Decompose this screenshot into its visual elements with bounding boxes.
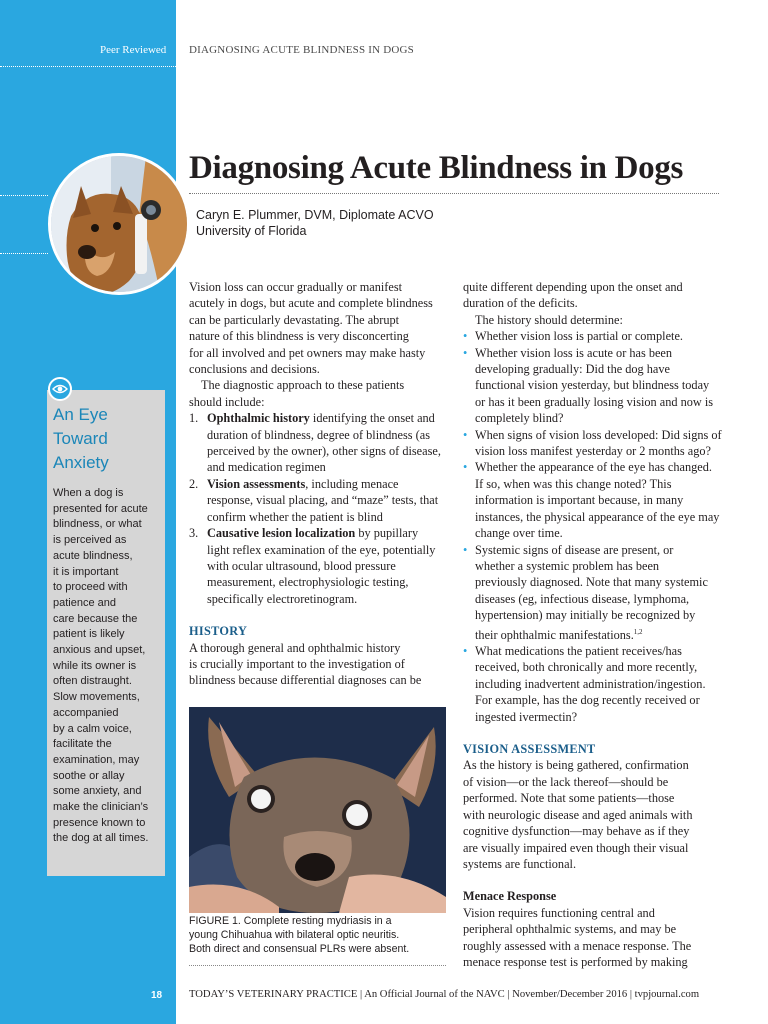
- item-text-line: confirm whether the patient is blind: [207, 509, 383, 524]
- bullet-text: diseases (eg, infectious disease, lymphoma,: [475, 591, 690, 606]
- vision-line: with neurologic disease and aged animals with: [463, 807, 693, 822]
- sidebar-body-line: acute blindness,: [53, 549, 133, 562]
- sidebar-title-line: Anxiety: [53, 453, 109, 472]
- vision-heading: VISION ASSESSMENT: [463, 742, 596, 757]
- item-text-line: with ocular ultrasound, blood pressure: [207, 558, 396, 573]
- header-rule: [0, 66, 176, 67]
- bullet-icon: •: [463, 644, 468, 659]
- sidebar-body-line: make the clinician’s: [53, 801, 149, 814]
- item-text-line: and medication regimen: [207, 460, 326, 475]
- bullet-line: [463, 427, 728, 443]
- bullet-line: [463, 709, 728, 725]
- dog-eye-exam-photo: [48, 153, 190, 295]
- bullet-text: previously diagnosed. Note that many systemic: [475, 575, 708, 590]
- bullet-line: [463, 542, 728, 558]
- dog-illustration: [51, 156, 190, 295]
- intro-line: acutely in dogs, but acute and complete blindness: [189, 296, 433, 311]
- sidebar-body-line: accompanied: [53, 706, 119, 719]
- section-label: Peer Reviewed: [100, 44, 167, 56]
- item-text-line: response, visual placing, and “maze” tests, that: [207, 493, 439, 508]
- bullet-line: [463, 624, 728, 644]
- sidebar-body-line: presence known to: [53, 816, 146, 829]
- sidebar-body-line: examination, may: [53, 753, 140, 766]
- vision-line: cognitive dysfunction—may behave as if they: [463, 824, 690, 839]
- item-number: 1.: [189, 411, 199, 426]
- approach-line: should include:: [189, 394, 265, 409]
- approach-line: The diagnostic approach to these patients: [201, 378, 405, 393]
- sidebar-body-line: is perceived as: [53, 534, 127, 547]
- bullet-line: [463, 328, 728, 344]
- numbered-item: [189, 410, 444, 426]
- bullet-line: [463, 361, 728, 377]
- bullet-text: Whether the appearance of the eye has changed.: [475, 460, 712, 475]
- photo-rule-bottom: [0, 253, 48, 254]
- bullet-line: [463, 525, 728, 541]
- item-term: Vision assessments: [207, 476, 306, 491]
- bullet-line: [463, 643, 728, 659]
- vision-line: performed. Note that some patients—those: [463, 791, 675, 806]
- bullet-text: Whether vision loss is acute or has been: [475, 345, 673, 360]
- item-text: , including menace: [305, 476, 399, 491]
- journal-name: TODAY’S VETERINARY PRACTICE: [189, 989, 358, 1000]
- journal-website: tvpjournal.com: [634, 989, 700, 1000]
- footer-separator: |: [507, 989, 510, 1000]
- bullet-icon: •: [463, 542, 468, 557]
- title-rule: [189, 193, 719, 194]
- bullet-icon: •: [463, 427, 468, 442]
- item-text-line: light reflex examination of the eye, potentially: [207, 542, 436, 557]
- bullet-line: [463, 459, 728, 475]
- vision-line: systems are functional.: [463, 856, 577, 871]
- bullet-text: Whether vision loss is partial or complete.: [475, 329, 683, 344]
- bullet-text: hypertension) may initially be recognized by: [475, 608, 696, 623]
- bullet-line: [463, 558, 728, 574]
- bullet-line: [463, 377, 728, 393]
- sidebar-body-line: patient is likely: [53, 628, 125, 641]
- bullet-text: their ophthalmic manifestations.: [475, 627, 634, 642]
- numbered-item: [189, 476, 444, 492]
- bullet-text: If so, when was this change noted? This: [475, 476, 672, 491]
- bullet-text: For example, has the dog recently received or: [475, 693, 700, 708]
- bullet-text: including inadvertent administration/ingestion.: [475, 676, 706, 691]
- sidebar-body-line: Slow movements,: [53, 691, 140, 704]
- sidebar-body: [53, 486, 165, 847]
- bullet-line: [463, 492, 728, 508]
- bullet-line: [463, 443, 728, 459]
- intro-line: Vision loss can occur gradually or manifest: [189, 280, 403, 294]
- column-1: [189, 279, 444, 689]
- numbered-item: [189, 525, 444, 541]
- item-text: by pupillary: [355, 526, 419, 541]
- bullet-line: [463, 676, 728, 692]
- issue-date: November/December 2016: [512, 989, 628, 1000]
- item-term: Causative lesion localization: [207, 526, 356, 541]
- bullet-line: [463, 345, 728, 361]
- caption-line: young Chihuahua with bilateral optic neuritis.: [189, 929, 400, 941]
- item-term: Ophthalmic history: [207, 411, 310, 426]
- bullet-line: [463, 476, 728, 492]
- bullet-text: What medications the patient receives/has: [475, 644, 682, 659]
- bullet-text: received, both chronically and more recently,: [475, 660, 698, 675]
- item-number: 3.: [189, 526, 199, 541]
- item-text-line: duration of blindness, degree of blindness (as: [207, 427, 431, 442]
- intro-line: nature of this blindness is very disconcerting: [189, 329, 409, 344]
- chihuahua-illustration: [189, 707, 446, 913]
- sidebar-body-line: by a calm voice,: [53, 722, 132, 735]
- bullet-line: [463, 574, 728, 590]
- menace-line: Vision requires functioning central and: [463, 905, 655, 920]
- footer-separator: |: [360, 989, 363, 1000]
- eye-icon-glyph: [50, 379, 70, 399]
- bullet-icon: •: [463, 345, 468, 360]
- continued-line: duration of the deficits.: [463, 296, 578, 311]
- figure-1-caption: [189, 914, 446, 956]
- bullet-text: vision loss manifest yesterday or 2 months ago?: [475, 444, 711, 459]
- bullet-line: [463, 692, 728, 708]
- sidebar-body-line: care because the: [53, 612, 138, 625]
- citation: 1,2: [633, 627, 643, 636]
- menace-line: peripheral ophthalmic systems, and may be: [463, 922, 677, 937]
- journal-affiliation: An Official Journal of the NAVC: [364, 989, 505, 1000]
- bullet-line: [463, 509, 728, 525]
- sidebar-body-line: patience and: [53, 596, 116, 609]
- bullet-text: information is important because, in many: [475, 493, 684, 508]
- item-text-line: measurement, electrophysiologic testing,: [207, 575, 409, 590]
- caption-line: FIGURE 1. Complete resting mydriasis in a: [189, 915, 392, 927]
- photo-rule-top: [0, 195, 48, 196]
- sidebar-body-line: the dog at all times.: [53, 832, 149, 845]
- eye-icon: [48, 377, 72, 401]
- sidebar-body-line: to proceed with: [53, 581, 128, 594]
- item-text-line: specifically electroretinogram.: [207, 591, 358, 606]
- menace-line: roughly assessed with a menace response. The: [463, 938, 692, 953]
- footer: [189, 989, 699, 1000]
- bullet-text: change over time.: [475, 526, 563, 541]
- bullet-text: ingested ivermectin?: [475, 709, 578, 724]
- bullet-line: [463, 659, 728, 675]
- bullet-text: functional vision yesterday, but blindness today: [475, 378, 710, 393]
- sidebar-body-line: some anxiety, and: [53, 785, 142, 798]
- item-text: identifying the onset and: [309, 411, 435, 426]
- column-2: [463, 279, 728, 970]
- menace-heading: Menace Response: [463, 889, 557, 904]
- intro-line: conclusions and decisions.: [189, 362, 320, 377]
- sidebar-body-line: When a dog is: [53, 487, 124, 499]
- bullet-text: When signs of vision loss developed: Did signs of: [475, 427, 722, 442]
- bullet-text: instances, the physical appearance of the eye may: [475, 509, 720, 524]
- history-line: is crucially important to the investigation of: [189, 656, 405, 671]
- caption-line: Both direct and consensual PLRs were absent.: [189, 943, 410, 955]
- bullet-icon: •: [463, 329, 468, 344]
- sidebar-body-line: anxious and upset,: [53, 644, 146, 657]
- bullet-text: developing gradually: Did the dog have: [475, 362, 670, 377]
- history-line: blindness because differential diagnoses can be: [189, 673, 422, 688]
- sidebar-body-line: facilitate the: [53, 738, 112, 751]
- footer-separator: |: [629, 989, 632, 1000]
- sidebar-body-line: soothe or allay: [53, 769, 125, 782]
- bullet-text: whether a systemic problem has been: [475, 558, 660, 573]
- caption-rule: [189, 965, 446, 966]
- bullet-line: [463, 591, 728, 607]
- menace-line: menace response test is performed by making: [463, 954, 688, 969]
- vision-line: As the history is being gathered, confirmation: [463, 758, 689, 773]
- sidebar-body-line: often distraught.: [53, 675, 132, 688]
- history-line: A thorough general and ophthalmic history: [189, 640, 401, 655]
- sidebar-body-line: while its owner is: [53, 659, 137, 672]
- sidebar-title-line: An Eye: [53, 405, 108, 424]
- bullet-line: [463, 410, 728, 426]
- bullet-text: Systemic signs of disease are present, or: [475, 542, 674, 557]
- figure-1-photo: [189, 707, 446, 913]
- author-name: Caryn E. Plummer, DVM, Diplomate ACVO: [196, 208, 434, 222]
- running-head: DIAGNOSING ACUTE BLINDNESS IN DOGS: [189, 44, 414, 56]
- sidebar-body-line: presented for acute: [53, 502, 148, 515]
- sidebar-title: [53, 403, 109, 475]
- vision-line: of vision—or the lack thereof—should be: [463, 774, 669, 789]
- bullet-text: or has it been gradually losing vision and now is: [475, 394, 714, 409]
- item-text-line: perceived by the owner), other signs of disease,: [207, 444, 441, 459]
- sidebar-title-line: Toward: [53, 429, 108, 448]
- page-number: 18: [151, 990, 163, 1001]
- sidebar-body-line: it is important: [53, 565, 119, 578]
- author-block: [196, 207, 434, 239]
- determine-line: The history should determine:: [475, 312, 623, 327]
- intro-line: for all involved and pet owners may make hasty: [189, 345, 426, 360]
- continued-line: quite different depending upon the onset and: [463, 280, 683, 294]
- intro-line: can be particularly devastating. The abrupt: [189, 312, 400, 327]
- bullet-line: [463, 394, 728, 410]
- vision-line: are visually impaired even though their visual: [463, 840, 689, 855]
- sidebar-body-line: blindness, or what: [53, 518, 142, 531]
- history-heading: HISTORY: [189, 624, 248, 639]
- article-title: Diagnosing Acute Blindness in Dogs: [189, 150, 684, 186]
- bullet-icon: •: [463, 460, 468, 475]
- author-affiliation: University of Florida: [196, 224, 307, 238]
- bullet-line: [463, 607, 728, 623]
- item-number: 2.: [189, 476, 199, 491]
- bullet-text: completely blind?: [475, 411, 564, 426]
